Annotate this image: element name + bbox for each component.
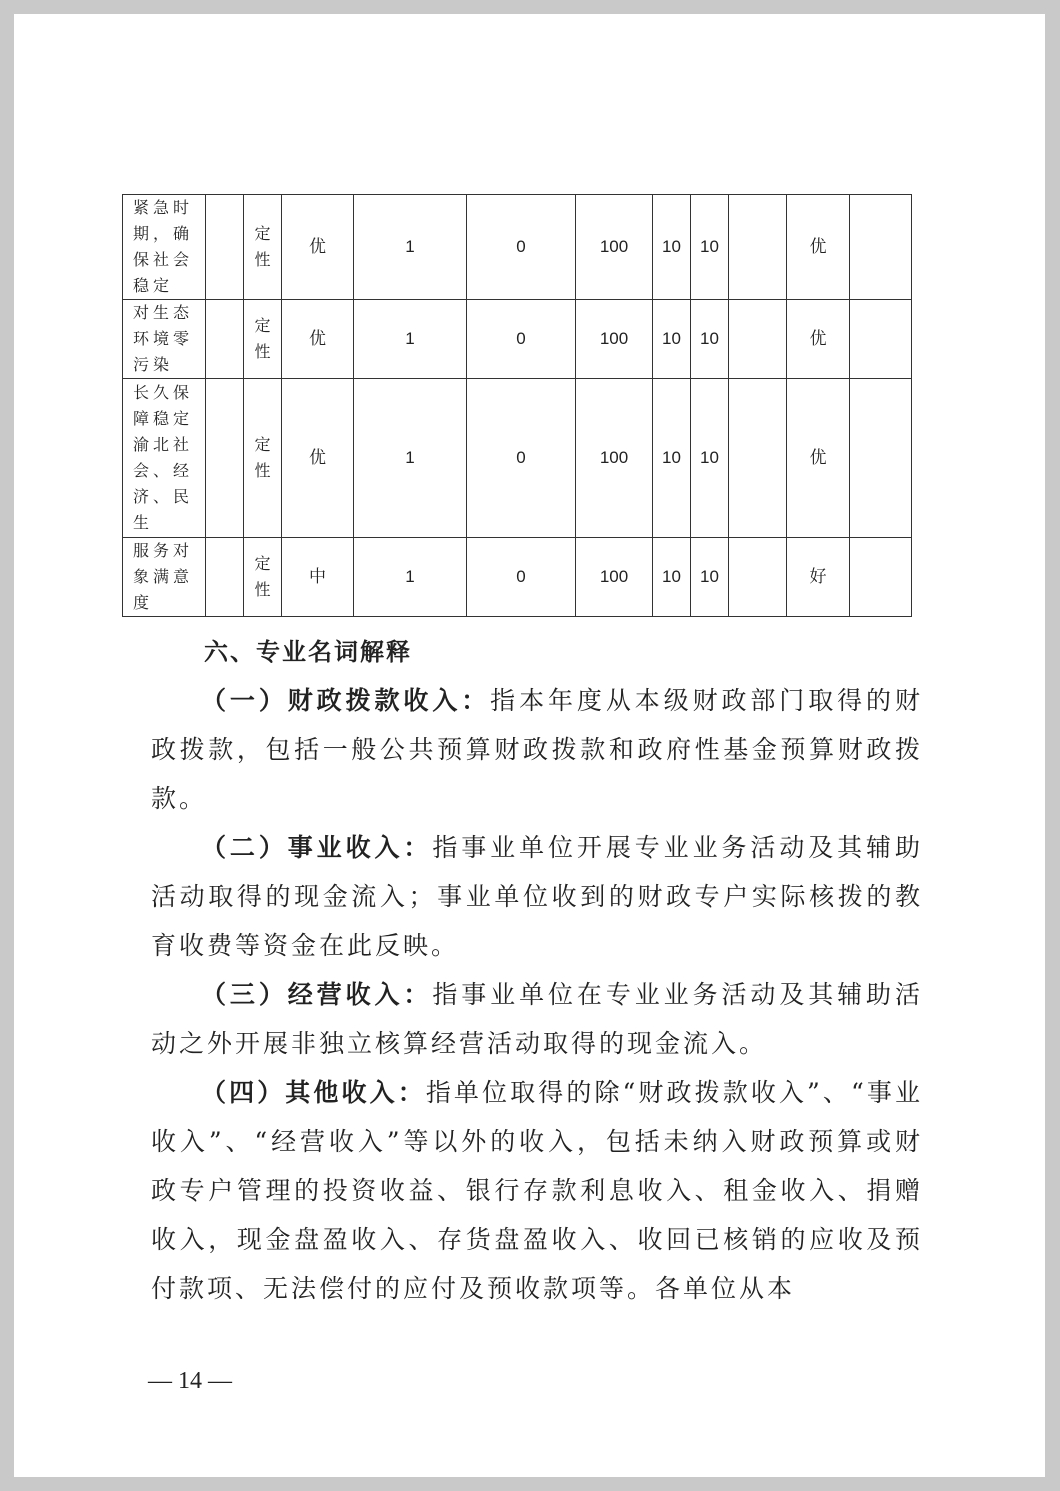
blank-cell — [206, 195, 244, 300]
blank-cell — [729, 379, 787, 538]
indicator-type: 定 性 — [244, 300, 282, 379]
definition-text: 指事业单位开展专业业务活动及其辅助活动取得的现金流入；事业单位收到的财政专户实际核拨的教育收费等资金在此反映。 — [151, 833, 923, 960]
page-number: — 14 — — [148, 1368, 232, 1394]
value-cell: 100 — [576, 195, 653, 300]
table-row — [123, 195, 912, 300]
value-cell: 10 — [691, 195, 729, 300]
document-page — [14, 14, 1045, 1477]
definition-paragraph — [151, 1068, 923, 1313]
target-value: 中 — [282, 538, 354, 617]
definition-paragraph — [151, 970, 923, 1068]
value-cell: 100 — [576, 300, 653, 379]
indicator-name: 长久保障稳定渝北社会、经济、民生 — [123, 379, 206, 538]
definition-text: 指单位取得的除“财政拨款收入”、“事业收入”、“经营收入”等以外的收入，包括未纳入财政预算或财政专户管理的投资收益、银行存款利息收入、租金收入、捐赠收入，现金盘盈收入、存货盘盈收入、收回已核销的应收及预付款项、无法偿付的应付及预收款项等。各单位从本 — [151, 1078, 923, 1303]
indicator-name: 对生态环境零污染 — [123, 300, 206, 379]
value-cell: 100 — [576, 538, 653, 617]
table-row — [123, 379, 912, 538]
grade-cell: 好 — [787, 538, 850, 617]
definition-paragraph — [151, 823, 923, 970]
value-cell: 10 — [691, 538, 729, 617]
grade-cell: 优 — [787, 379, 850, 538]
value-cell: 10 — [653, 538, 691, 617]
definition-term: （三）经营收入： — [201, 980, 433, 1009]
blank-cell — [850, 195, 912, 300]
value-cell: 0 — [467, 300, 576, 379]
indicator-type: 定 性 — [244, 195, 282, 300]
table-row — [123, 538, 912, 617]
blank-cell — [206, 538, 244, 617]
blank-cell — [206, 300, 244, 379]
target-value: 优 — [282, 195, 354, 300]
target-value: 优 — [282, 300, 354, 379]
weight-cell: 1 — [354, 300, 467, 379]
value-cell: 10 — [691, 379, 729, 538]
indicator-name: 紧急时期，确保社会稳定 — [123, 195, 206, 300]
weight-cell: 1 — [354, 195, 467, 300]
indicator-name: 服务对象满意度 — [123, 538, 206, 617]
value-cell: 10 — [691, 300, 729, 379]
value-cell: 100 — [576, 379, 653, 538]
target-value: 优 — [282, 379, 354, 538]
blank-cell — [729, 195, 787, 300]
definition-term: （一）财政拨款收入： — [201, 686, 491, 715]
value-cell: 0 — [467, 195, 576, 300]
definition-term: （二）事业收入： — [201, 833, 433, 862]
definition-paragraph — [151, 676, 923, 823]
blank-cell — [850, 379, 912, 538]
blank-cell — [729, 538, 787, 617]
definitions-body — [151, 676, 923, 1313]
value-cell: 10 — [653, 195, 691, 300]
blank-cell — [850, 538, 912, 617]
value-cell: 10 — [653, 300, 691, 379]
blank-cell — [729, 300, 787, 379]
definition-text: 指事业单位在专业业务活动及其辅助活动之外开展非独立核算经营活动取得的现金流入。 — [151, 980, 923, 1058]
blank-cell — [206, 379, 244, 538]
weight-cell: 1 — [354, 379, 467, 538]
value-cell: 10 — [653, 379, 691, 538]
value-cell: 0 — [467, 379, 576, 538]
value-cell: 0 — [467, 538, 576, 617]
table-body — [123, 195, 912, 617]
definition-text: 指本年度从本级财政部门取得的财政拨款，包括一般公共预算财政拨款和政府性基金预算财政拨款。 — [151, 686, 923, 813]
blank-cell — [850, 300, 912, 379]
performance-indicator-table — [122, 194, 912, 617]
section-heading: 六、专业名词解释 — [204, 638, 412, 666]
definition-term: （四）其他收入： — [201, 1078, 426, 1107]
grade-cell: 优 — [787, 195, 850, 300]
table-row — [123, 300, 912, 379]
indicator-type: 定 性 — [244, 379, 282, 538]
weight-cell: 1 — [354, 538, 467, 617]
indicator-type: 定 性 — [244, 538, 282, 617]
grade-cell: 优 — [787, 300, 850, 379]
